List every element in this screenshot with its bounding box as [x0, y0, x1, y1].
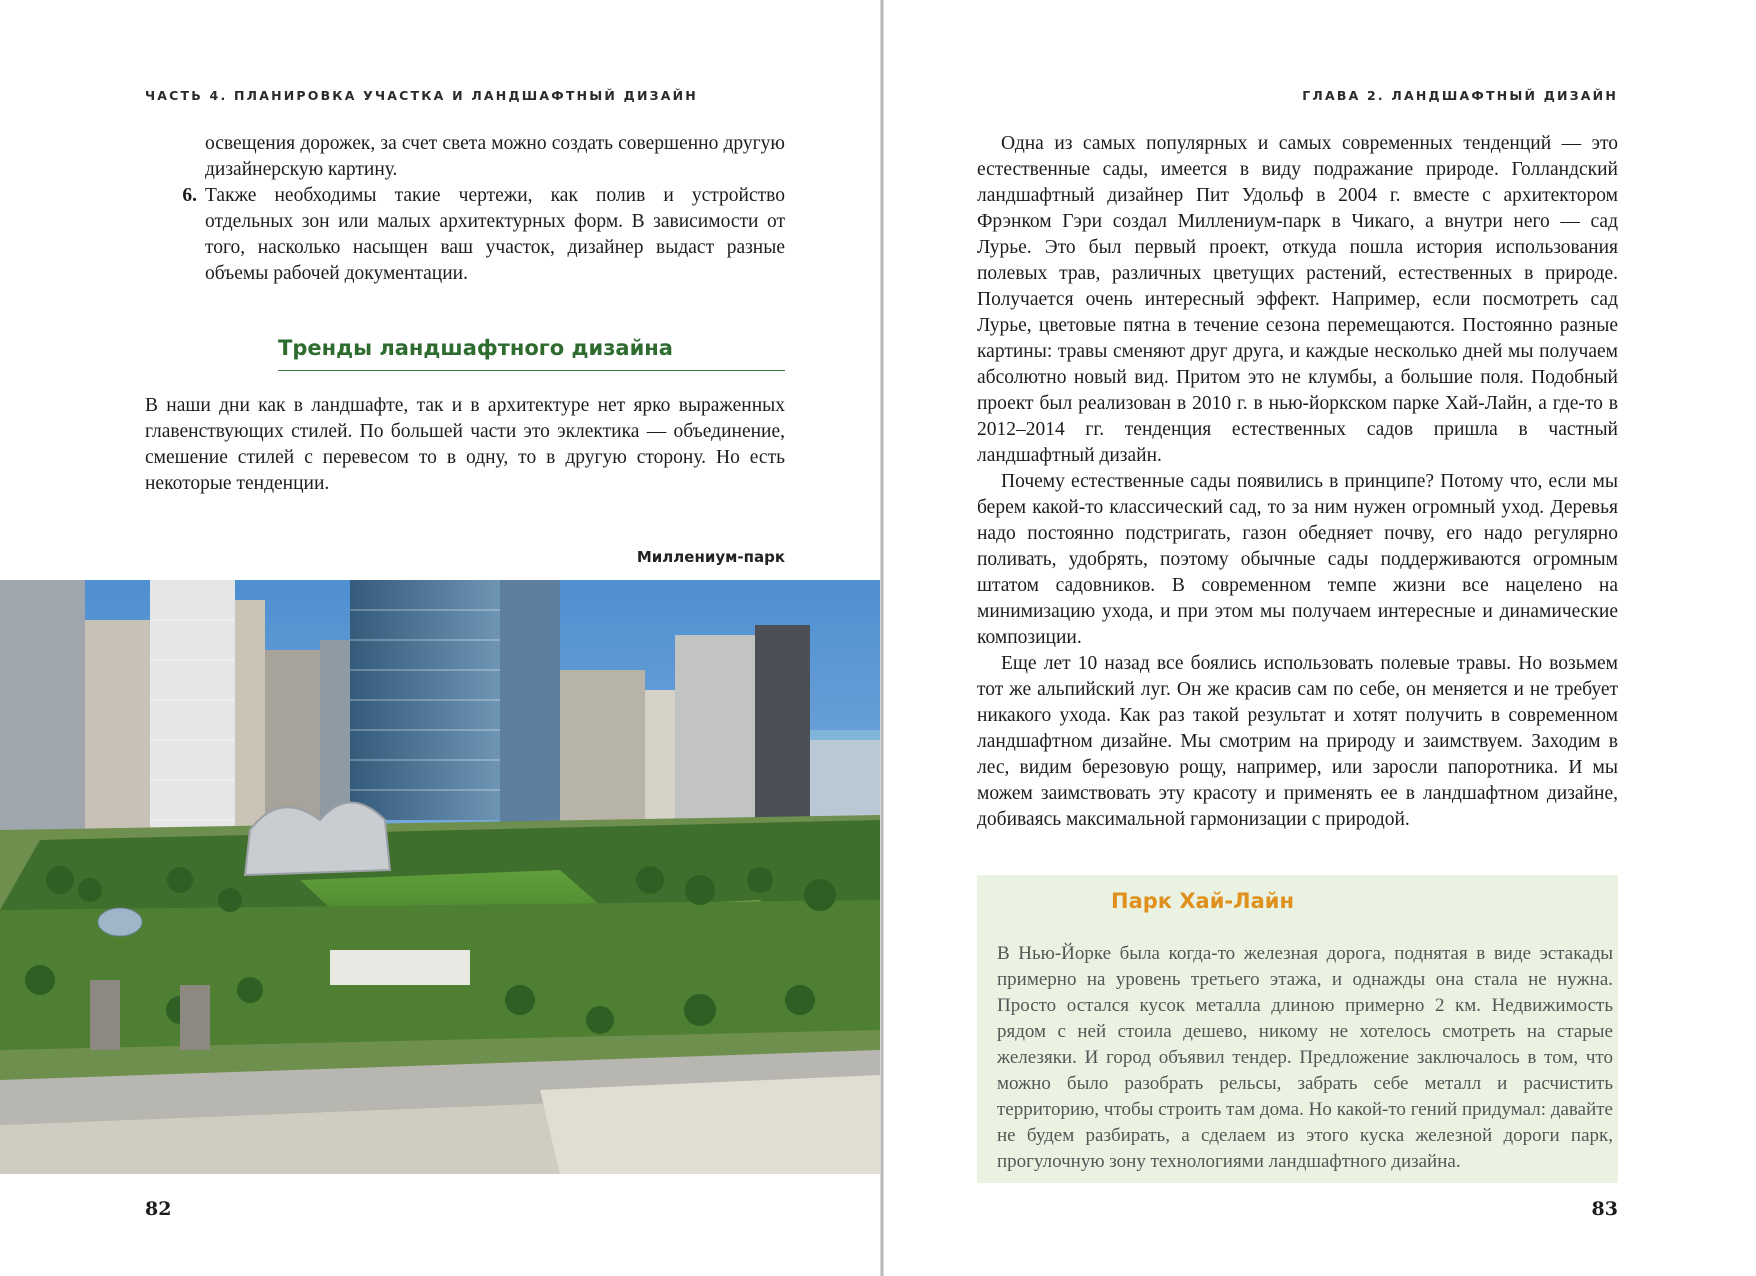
- intro-paragraph: В наши дни как в ландшафте, так и в архитектуре нет ярко выраженных главенствующих стилей. По большей части это эклектика — объединение, смешение стилей с перевесом то в одну, то в другую сторону. Но есть некоторые тенденции.: [145, 395, 785, 494]
- right-page: [884, 0, 1756, 1276]
- list-item-6: [145, 183, 785, 287]
- paragraph: Почему естественные сады появились в принципе? Потому что, если мы берем какой-то классический сад, то за ним нужен огромный уход. Деревья надо постоянно подстригать, газон обедняет почву, его надо регулярно поливать, удобрять, поэтому обычные сады поддерживаются огромным штатом садовников. В современном темпе жизни все нацелено на минимизацию ухода, и при этом мы получаем интересные и динамические композиции.: [977, 471, 1618, 648]
- photo-caption: Миллениум-парк: [636, 548, 785, 566]
- running-head-left: ЧАСТЬ 4. ПЛАНИРОВКА УЧАСТКА И ЛАНДШАФТНЫЙ ДИЗАЙН: [145, 88, 698, 103]
- millennium-park-photo: [0, 580, 880, 1174]
- page-number-left: 82: [145, 1198, 172, 1220]
- numbered-list: [145, 131, 785, 287]
- list-item-text: освещения дорожек, за счет света можно создать совершенно другую дизайнерскую картину.: [205, 133, 785, 180]
- list-item-number: 6.: [182, 185, 197, 206]
- list-item-text: Также необходимы такие чертежи, как полив и устройство отдельных зон или малых архитектурных форм. В зависимости от того, насколько насыщен ваш участок, дизайнер выдаст разные объемы рабочей документации.: [205, 185, 785, 284]
- list-item-continued: [145, 131, 785, 183]
- sidebar-title: Парк Хай-Лайн: [1111, 889, 1294, 913]
- paragraph: Еще лет 10 назад все боялись использовать полевые травы. Но возьмем тот же альпийский луг. Он же красив сам по себе, он меняется и не требует никакого ухода. Как раз такой результат и хотят получить в современном ландшафтном дизайне. Мы смотрим на природу и заимствуем. Заходим в лес, видим березовую рощу, например, или заросли папоротника. И мы можем заимствовать эту красоту и применять ее в ландшафтном дизайне, добиваясь максимальной гармонизации с природой.: [977, 653, 1618, 830]
- paragraph: Одна из самых популярных и самых современных тенденций — это естественные сады, имеется в виду подражание природе. Голландский ландшафтный дизайнер Пит Удольф в 2004 г. вместе с архитектором Фрэнком Гэри создал Миллениум-парк в Чикаго, а внутри него — сад Лурье. Это был первый проект, откуда пошла история использования полевых трав, различных цветущих растений, естественных в природе. Получается очень интересный эффект. Например, если посмотреть сад Лурье, цветовые пятна в течение сезона перемещаются. Постоянно разные картины: травы сменяют друг друга, и каждые несколько дней мы получаем абсолютно новый вид. Притом это не клумбы, а большие поля. Подобный проект был реализован в 2010 г. в нью-йоркском парке Хай-Лайн, а где-то в 2012–2014 гг. тенденция естественных садов пришла в частный ландшафтный дизайн.: [977, 133, 1618, 466]
- section-heading: Тренды ландшафтного дизайна: [278, 336, 785, 371]
- page-number-right: 83: [1591, 1198, 1618, 1220]
- sidebar-text: В Нью-Йорке была когда-то железная дорога, поднятая в виде эстакады примерно на уровень третьего этажа, и однажды она стала не нужна. Просто остался кусок металла длиною примерно 2 км. Недвижимость рядом с ней стоила дешево, никому не хотелось смотреть на старые железяки. И город объявил тендер. Предложение заключалось в том, что можно было разобрать рельсы, забрать себе металл и расчистить территорию, чтобы строить там дома. Но какой-то гений придумал: давайте не будем разбирать, а сделаем из этого куска железной дороги парк, прогулочную зону технологиями ландшафтного дизайна.: [997, 943, 1613, 1172]
- running-head-right: ГЛАВА 2. ЛАНДШАФТНЫЙ ДИЗАЙН: [1302, 88, 1618, 103]
- sidebar-box: [977, 875, 1618, 1183]
- body-text: [977, 131, 1618, 833]
